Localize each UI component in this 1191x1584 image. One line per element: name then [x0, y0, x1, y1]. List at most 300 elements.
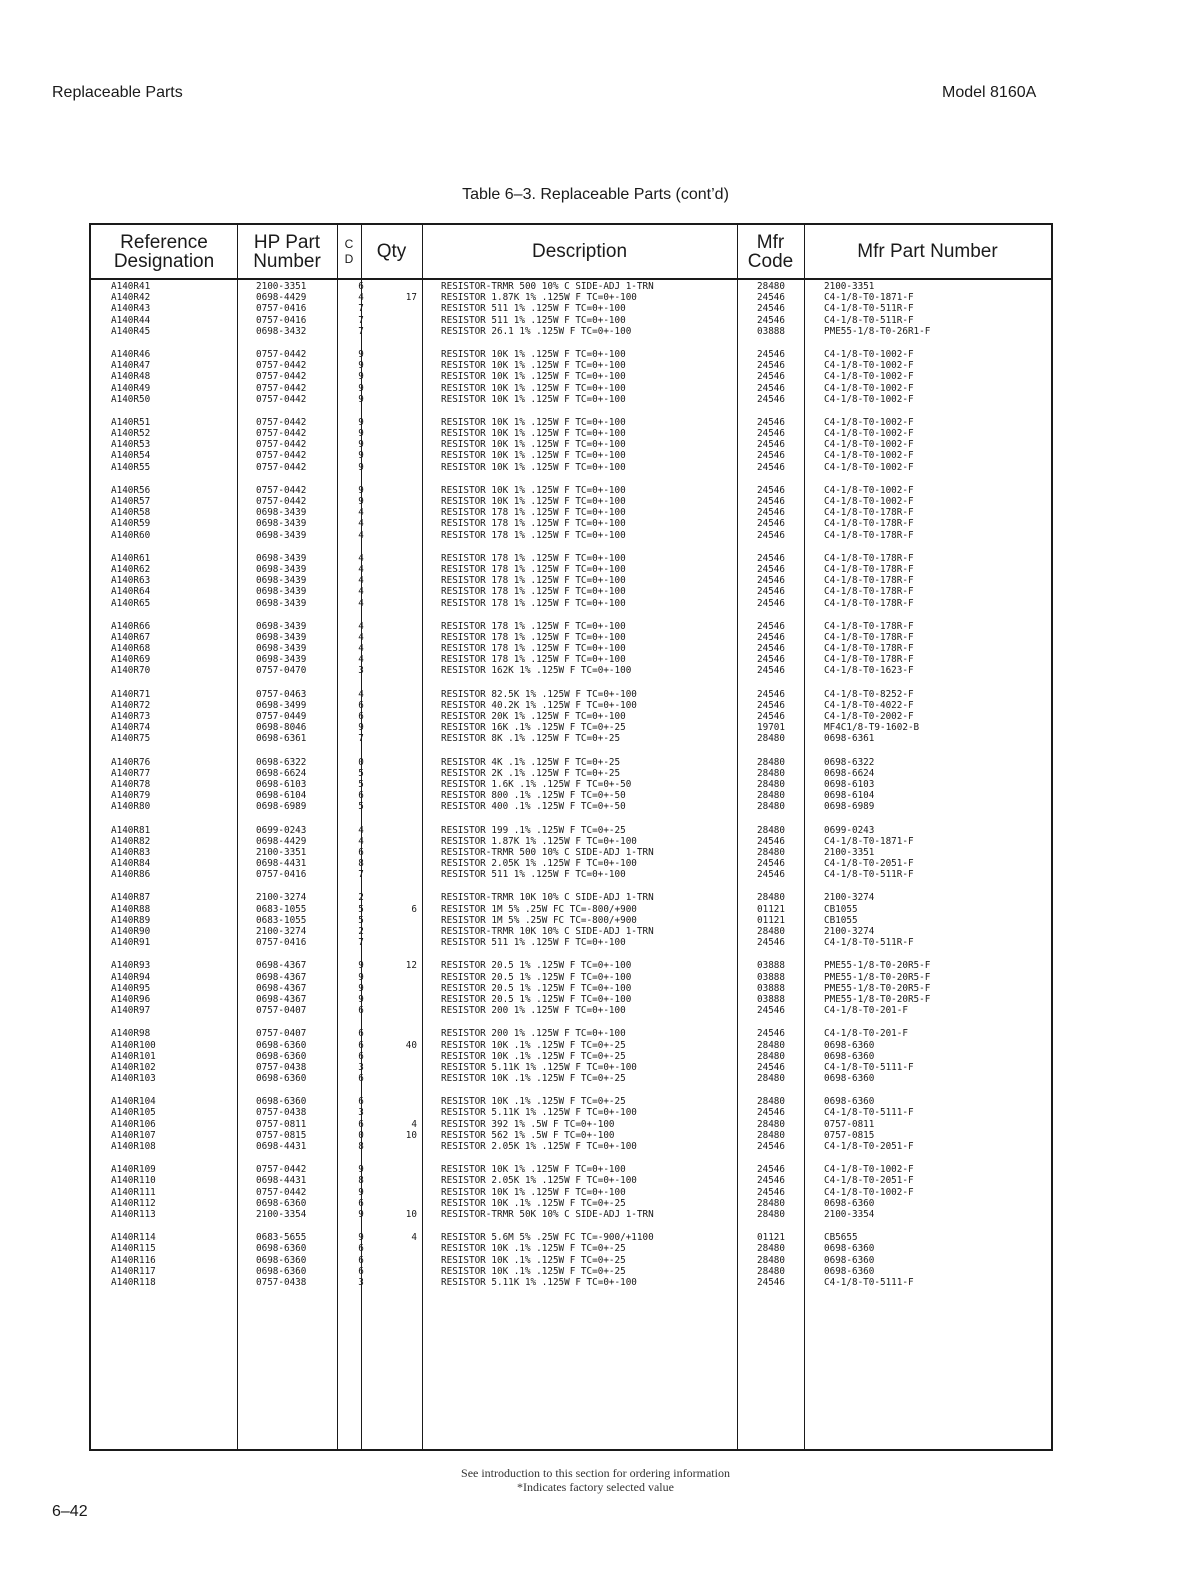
cell-mfr-code: 24546: [757, 428, 785, 440]
cell-reference: A140R63: [111, 575, 151, 587]
cell-description: RESISTOR-TRMR 50K 10% C SIDE-ADJ 1-TRN: [441, 1208, 654, 1220]
cell-description: RESISTOR 10K 1% .125W F TC=0+-100: [441, 450, 626, 462]
cell-cd: 8: [358, 1175, 364, 1187]
cell-reference: A140R115: [111, 1243, 156, 1255]
cell-cd: 4: [358, 688, 364, 700]
cell-reference: A140R107: [111, 1129, 156, 1141]
table-row: [91, 428, 1051, 439]
cell-cd: 0: [358, 1129, 364, 1141]
cell-description: RESISTOR 1.87K 1% .125W F TC=0+-100: [441, 292, 637, 304]
cell-description: RESISTOR 178 1% .125W F TC=0+-100: [441, 507, 626, 519]
cell-mfr-code: 28480: [757, 1254, 785, 1266]
cell-description: RESISTOR 16K .1% .125W F TC=0+-25: [441, 722, 626, 734]
cell-mfr-part-number: C4-1/8-T0-1002-F: [824, 496, 914, 507]
cell-mfr-code: 24546: [757, 439, 785, 451]
cell-hp-part-number: 0698-6360: [256, 1265, 307, 1277]
cell-mfr-part-number: C4-1/8-T0-2002-F: [824, 711, 914, 722]
table-row: [91, 1051, 1051, 1062]
cell-reference: A140R49: [111, 382, 151, 394]
cell-mfr-code: 03888: [757, 971, 785, 983]
cell-mfr-code: 24546: [757, 1005, 785, 1017]
cell-cd: 4: [358, 552, 364, 564]
cell-mfr-code: 24546: [757, 620, 785, 632]
cell-hp-part-number: 0698-6360: [256, 1243, 307, 1255]
table-row: [91, 757, 1051, 768]
cell-description: RESISTOR 178 1% .125W F TC=0+-100: [441, 643, 626, 655]
table-row: [91, 1164, 1051, 1175]
cell-cd: 3: [358, 1107, 364, 1119]
cell-mfr-code: 03888: [757, 325, 785, 337]
cell-cd: 4: [358, 507, 364, 519]
cell-description: RESISTOR 178 1% .125W F TC=0+-100: [441, 654, 626, 666]
cell-mfr-part-number: C4-1/8-T0-1002-F: [824, 371, 914, 383]
table-row: [91, 1062, 1051, 1073]
cell-mfr-part-number: 0698-6361: [824, 733, 875, 745]
cell-description: RESISTOR 82.5K 1% .125W F TC=0+-100: [441, 688, 637, 700]
cell-cd: 4: [358, 654, 364, 666]
cell-cd: 5: [358, 767, 364, 779]
page-number: 6–42: [52, 1503, 88, 1520]
cell-hp-part-number: 0698-3439: [256, 620, 307, 632]
cell-hp-part-number: 2100-3351: [256, 846, 307, 858]
cell-mfr-part-number: C4-1/8-T0-178R-F: [824, 552, 914, 564]
cell-mfr-part-number: C4-1/8-T0-178R-F: [824, 654, 914, 666]
cell-cd: 7: [358, 325, 364, 337]
cell-mfr-part-number: C4-1/8-T0-1002-F: [824, 1186, 914, 1198]
cell-reference: A140R72: [111, 699, 151, 711]
cell-mfr-code: 24546: [757, 393, 785, 405]
cell-mfr-code: 24546: [757, 382, 785, 394]
cell-description: RESISTOR 10K 1% .125W F TC=0+-100: [441, 496, 626, 507]
cell-cd: 2: [358, 926, 364, 937]
cell-cd: 5: [358, 903, 364, 915]
cell-reference: A140R81: [111, 824, 151, 836]
cell-mfr-code: 28480: [757, 1129, 785, 1141]
table-row: [91, 643, 1051, 654]
cell-mfr-part-number: 0698-6360: [824, 1265, 875, 1277]
cell-mfr-code: 28480: [757, 801, 785, 813]
cell-reference: A140R113: [111, 1208, 156, 1220]
cell-description: RESISTOR 5.11K 1% .125W F TC=0+-100: [441, 1276, 637, 1288]
cell-reference: A140R45: [111, 325, 151, 337]
cell-mfr-part-number: C4-1/8-T0-1871-F: [824, 835, 914, 847]
cell-mfr-code: 24546: [757, 314, 785, 326]
cell-reference: A140R94: [111, 971, 151, 983]
cell-hp-part-number: 0698-3439: [256, 575, 307, 587]
cell-mfr-code: 24546: [757, 937, 785, 949]
cell-description: RESISTOR 20.5 1% .125W F TC=0+-100: [441, 971, 632, 983]
row-group: [91, 892, 1051, 948]
cell-reference: A140R108: [111, 1141, 156, 1152]
cell-hp-part-number: 0757-0442: [256, 450, 307, 462]
table-row: [91, 281, 1051, 292]
cell-mfr-code: 28480: [757, 1197, 785, 1209]
cell-description: RESISTOR 20.5 1% .125W F TC=0+-100: [441, 960, 632, 972]
cell-cd: 9: [358, 1164, 364, 1176]
cell-mfr-code: 28480: [757, 1243, 785, 1255]
cell-mfr-code: 24546: [757, 484, 785, 496]
cell-reference: A140R76: [111, 756, 151, 768]
cell-mfr-code: 24546: [757, 575, 785, 587]
cell-mfr-code: 19701: [757, 722, 785, 734]
cell-cd: 4: [358, 824, 364, 836]
cell-cd: 9: [358, 993, 364, 1005]
cell-mfr-part-number: 0698-6989: [824, 801, 875, 813]
cell-hp-part-number: 0757-0815: [256, 1129, 307, 1141]
cell-cd: 6: [358, 711, 364, 722]
cell-mfr-code: 28480: [757, 892, 785, 904]
cell-hp-part-number: 0757-0811: [256, 1118, 307, 1130]
cell-mfr-code: 28480: [757, 756, 785, 768]
cell-mfr-code: 28480: [757, 790, 785, 802]
cell-mfr-code: 24546: [757, 360, 785, 372]
table-row: [91, 926, 1051, 937]
cell-reference: A140R102: [111, 1061, 156, 1073]
cell-reference: A140R56: [111, 484, 151, 496]
cell-mfr-code: 24546: [757, 529, 785, 541]
cell-hp-part-number: 0698-6360: [256, 1073, 307, 1085]
cell-reference: A140R68: [111, 643, 151, 655]
column-header-mfr-part-number: Mfr Part Number: [857, 241, 998, 262]
cell-hp-part-number: 0683-1055: [256, 903, 307, 915]
cell-hp-part-number: 0757-0442: [256, 439, 307, 451]
cell-reference: A140R104: [111, 1096, 156, 1108]
footnote: [0, 1466, 1191, 1494]
cell-reference: A140R73: [111, 711, 151, 722]
cell-reference: A140R47: [111, 360, 151, 372]
cell-mfr-part-number: C4-1/8-T0-511R-F: [824, 314, 914, 326]
table-row: [91, 1073, 1051, 1084]
cell-mfr-part-number: C4-1/8-T0-5111-F: [824, 1276, 914, 1288]
cell-reference: A140R118: [111, 1276, 156, 1288]
cell-mfr-code: 03888: [757, 993, 785, 1005]
cell-mfr-part-number: 0757-0815: [824, 1129, 875, 1141]
cell-reference: A140R101: [111, 1050, 156, 1062]
table-row: [91, 383, 1051, 394]
cell-reference: A140R97: [111, 1005, 151, 1017]
table-row: [91, 621, 1051, 632]
cell-hp-part-number: 0698-3439: [256, 507, 307, 519]
table-row: [91, 915, 1051, 926]
cell-mfr-code: 28480: [757, 926, 785, 937]
cell-hp-part-number: 0698-4429: [256, 835, 307, 847]
cell-hp-part-number: 0698-6104: [256, 790, 307, 802]
cell-cd: 3: [358, 665, 364, 677]
row-group: [91, 281, 1051, 337]
cell-hp-part-number: 0698-3499: [256, 699, 307, 711]
cell-reference: A140R46: [111, 348, 151, 360]
table-row: [91, 892, 1051, 903]
cell-mfr-part-number: C4-1/8-T0-178R-F: [824, 518, 914, 530]
cell-mfr-part-number: C4-1/8-T0-1002-F: [824, 439, 914, 451]
cell-mfr-part-number: C4-1/8-T0-2051-F: [824, 1175, 914, 1187]
cell-mfr-code: 24546: [757, 292, 785, 304]
cell-mfr-code: 24546: [757, 1061, 785, 1073]
cell-reference: A140R88: [111, 903, 151, 915]
cell-reference: A140R117: [111, 1265, 156, 1277]
cell-cd: 9: [358, 382, 364, 394]
column-header-hp-part: HP Part Number: [253, 231, 321, 272]
cell-reference: A140R90: [111, 926, 151, 937]
cell-hp-part-number: 0757-0442: [256, 393, 307, 405]
cell-description: RESISTOR 26.1 1% .125W F TC=0+-100: [441, 325, 632, 337]
table-row: [91, 1175, 1051, 1186]
cell-mfr-code: 24546: [757, 643, 785, 655]
cell-mfr-code: 28480: [757, 1265, 785, 1277]
cell-cd: 9: [358, 496, 364, 507]
cell-mfr-part-number: 2100-3274: [824, 892, 875, 904]
cell-qty: 10: [405, 1129, 417, 1141]
cell-reference: A140R106: [111, 1118, 156, 1130]
cell-reference: A140R86: [111, 869, 151, 881]
cell-mfr-part-number: PME55-1/8-T0-26R1-F: [824, 325, 931, 337]
cell-description: RESISTOR 1M 5% .25W FC TC=-800/+900: [441, 903, 637, 915]
cell-cd: 4: [358, 835, 364, 847]
cell-mfr-code: 28480: [757, 846, 785, 858]
table-row: [91, 1187, 1051, 1198]
footnote-ordering: See introduction to this section for ordering information: [461, 1466, 730, 1480]
cell-cd: 6: [358, 281, 364, 292]
cell-description: RESISTOR 2.05K 1% .125W F TC=0+-100: [441, 1141, 637, 1152]
cell-description: RESISTOR 40.2K 1% .125W F TC=0+-100: [441, 699, 637, 711]
row-group: [91, 621, 1051, 677]
table-row: [91, 689, 1051, 700]
cell-cd: 4: [358, 563, 364, 575]
cell-mfr-part-number: C4-1/8-T0-511R-F: [824, 937, 914, 949]
cell-mfr-part-number: 0698-6360: [824, 1096, 875, 1108]
cell-mfr-code: 24546: [757, 461, 785, 473]
cell-description: RESISTOR 178 1% .125W F TC=0+-100: [441, 529, 626, 541]
cell-cd: 5: [358, 914, 364, 926]
cell-description: RESISTOR 10K 1% .125W F TC=0+-100: [441, 1164, 626, 1176]
table-row: [91, 326, 1051, 337]
table-row: [91, 496, 1051, 507]
cell-reference: A140R57: [111, 496, 151, 507]
cell-hp-part-number: 0757-0442: [256, 461, 307, 473]
cell-qty: 17: [405, 292, 417, 304]
cell-cd: 6: [358, 1039, 364, 1051]
cell-mfr-part-number: C4-1/8-T0-1002-F: [824, 382, 914, 394]
table-row: [91, 904, 1051, 915]
cell-hp-part-number: 0698-4367: [256, 960, 307, 972]
cell-hp-part-number: 0757-0442: [256, 1164, 307, 1176]
cell-hp-part-number: 0698-3439: [256, 529, 307, 541]
cell-cd: 9: [358, 960, 364, 972]
cell-mfr-part-number: C4-1/8-T0-178R-F: [824, 620, 914, 632]
cell-mfr-code: 24546: [757, 711, 785, 722]
cell-cd: 9: [358, 1186, 364, 1198]
cell-hp-part-number: 2100-3351: [256, 281, 307, 292]
cell-mfr-code: 01121: [757, 1232, 785, 1244]
table-row: [91, 450, 1051, 461]
cell-mfr-part-number: C4-1/8-T0-1002-F: [824, 348, 914, 360]
cell-mfr-part-number: C4-1/8-T0-178R-F: [824, 507, 914, 519]
cell-mfr-code: 24546: [757, 563, 785, 575]
table-row: [91, 507, 1051, 518]
cell-mfr-code: 28480: [757, 1073, 785, 1085]
cell-mfr-part-number: C4-1/8-T0-5111-F: [824, 1061, 914, 1073]
cell-hp-part-number: 0683-1055: [256, 914, 307, 926]
cell-hp-part-number: 0757-0442: [256, 371, 307, 383]
cell-hp-part-number: 0698-6360: [256, 1254, 307, 1266]
table-row: [91, 1119, 1051, 1130]
cell-mfr-code: 24546: [757, 597, 785, 609]
table-row: [91, 1243, 1051, 1254]
table-body: [91, 281, 1051, 1300]
cell-mfr-code: 24546: [757, 688, 785, 700]
cell-cd: 9: [358, 416, 364, 428]
row-group: [91, 1164, 1051, 1220]
cell-cd: 4: [358, 292, 364, 304]
cell-description: RESISTOR 20.5 1% .125W F TC=0+-100: [441, 982, 632, 994]
table-row: [91, 530, 1051, 541]
cell-hp-part-number: 0757-0416: [256, 937, 307, 949]
cell-mfr-part-number: 0698-6322: [824, 756, 875, 768]
table-row: [91, 790, 1051, 801]
column-header-cd: C D: [344, 236, 354, 266]
table-row: [91, 1198, 1051, 1209]
cell-cd: 6: [358, 1118, 364, 1130]
cell-reference: A140R54: [111, 450, 151, 462]
table-row: [91, 485, 1051, 496]
header-section-title: Replaceable Parts: [52, 84, 183, 101]
cell-mfr-code: 28480: [757, 767, 785, 779]
cell-mfr-part-number: 2100-3354: [824, 1208, 875, 1220]
cell-description: RESISTOR-TRMR 500 10% C SIDE-ADJ 1-TRN: [441, 846, 654, 858]
table-row: [91, 825, 1051, 836]
cell-reference: A140R52: [111, 428, 151, 440]
cell-reference: A140R112: [111, 1197, 156, 1209]
cell-hp-part-number: 0698-6361: [256, 733, 307, 745]
cell-mfr-code: 24546: [757, 631, 785, 643]
cell-description: RESISTOR 200 1% .125W F TC=0+-100: [441, 1028, 626, 1040]
row-group: [91, 553, 1051, 609]
cell-mfr-part-number: 0699-0243: [824, 824, 875, 836]
cell-hp-part-number: 0757-0442: [256, 484, 307, 496]
table-row: [91, 1028, 1051, 1039]
cell-hp-part-number: 0683-5655: [256, 1232, 307, 1244]
cell-description: RESISTOR 4K .1% .125W F TC=0+-25: [441, 756, 621, 768]
cell-description: RESISTOR 10K 1% .125W F TC=0+-100: [441, 484, 626, 496]
table-row: [91, 722, 1051, 733]
cell-description: RESISTOR 10K 1% .125W F TC=0+-100: [441, 393, 626, 405]
cell-hp-part-number: 0698-6989: [256, 801, 307, 813]
cell-description: RESISTOR 178 1% .125W F TC=0+-100: [441, 620, 626, 632]
cell-description: RESISTOR 5.6M 5% .25W FC TC=-900/+1100: [441, 1232, 654, 1244]
cell-mfr-part-number: C4-1/8-T0-178R-F: [824, 643, 914, 655]
cell-description: RESISTOR 1.87K 1% .125W F TC=0+-100: [441, 835, 637, 847]
cell-qty: 10: [405, 1208, 417, 1220]
cell-cd: 9: [358, 450, 364, 462]
cell-reference: A140R82: [111, 835, 151, 847]
cell-reference: A140R79: [111, 790, 151, 802]
cell-hp-part-number: 0757-0449: [256, 711, 307, 722]
cell-description: RESISTOR-TRMR 500 10% C SIDE-ADJ 1-TRN: [441, 281, 654, 292]
cell-mfr-code: 24546: [757, 699, 785, 711]
cell-cd: 4: [358, 586, 364, 598]
cell-reference: A140R42: [111, 292, 151, 304]
cell-reference: A140R105: [111, 1107, 156, 1119]
cell-reference: A140R114: [111, 1232, 156, 1244]
table-row: [91, 303, 1051, 314]
cell-cd: 4: [358, 529, 364, 541]
table-row: [91, 1005, 1051, 1016]
cell-hp-part-number: 0698-6103: [256, 778, 307, 790]
table-row: [91, 1141, 1051, 1152]
cell-reference: A140R41: [111, 281, 151, 292]
table-row: [91, 937, 1051, 948]
row-group: [91, 417, 1051, 473]
cell-cd: 6: [358, 1073, 364, 1085]
cell-mfr-part-number: C4-1/8-T0-511R-F: [824, 303, 914, 315]
cell-mfr-part-number: CB1055: [824, 914, 858, 926]
cell-cd: 7: [358, 869, 364, 881]
cell-description: RESISTOR-TRMR 10K 10% C SIDE-ADJ 1-TRN: [441, 926, 654, 937]
cell-hp-part-number: 0757-0442: [256, 360, 307, 372]
cell-reference: A140R70: [111, 665, 151, 677]
row-group: [91, 349, 1051, 405]
cell-reference: A140R66: [111, 620, 151, 632]
cell-cd: 6: [358, 1005, 364, 1017]
cell-mfr-part-number: PME55-1/8-T0-20R5-F: [824, 960, 931, 972]
cell-hp-part-number: 0698-6322: [256, 756, 307, 768]
column-header-description: Description: [531, 241, 628, 262]
table-row: [91, 394, 1051, 405]
cell-description: RESISTOR 10K 1% .125W F TC=0+-100: [441, 428, 626, 440]
cell-cd: 4: [358, 631, 364, 643]
cell-reference: A140R75: [111, 733, 151, 745]
cell-cd: 9: [358, 461, 364, 473]
cell-hp-part-number: 0757-0442: [256, 416, 307, 428]
cell-mfr-code: 28480: [757, 281, 785, 292]
table-row: [91, 1266, 1051, 1277]
cell-reference: A140R69: [111, 654, 151, 666]
cell-description: RESISTOR 2K .1% .125W F TC=0+-25: [441, 767, 621, 779]
cell-mfr-part-number: 0698-6104: [824, 790, 875, 802]
cell-mfr-part-number: CB1055: [824, 903, 858, 915]
table-row: [91, 553, 1051, 564]
cell-hp-part-number: 0698-4367: [256, 982, 307, 994]
cell-reference: A140R62: [111, 563, 151, 575]
cell-description: RESISTOR 400 .1% .125W F TC=0+-50: [441, 801, 626, 813]
cell-cd: 6: [358, 699, 364, 711]
table-row: [91, 836, 1051, 847]
cell-mfr-part-number: C4-1/8-T0-511R-F: [824, 869, 914, 881]
cell-mfr-code: 28480: [757, 1208, 785, 1220]
table-row: [91, 869, 1051, 880]
cell-reference: A140R103: [111, 1073, 156, 1085]
table-row: [91, 700, 1051, 711]
cell-hp-part-number: 0757-0416: [256, 303, 307, 315]
cell-mfr-code: 03888: [757, 960, 785, 972]
cell-description: RESISTOR 178 1% .125W F TC=0+-100: [441, 563, 626, 575]
cell-reference: A140R58: [111, 507, 151, 519]
cell-cd: 2: [358, 892, 364, 904]
cell-mfr-part-number: C4-1/8-T0-201-F: [824, 1005, 908, 1017]
cell-mfr-part-number: C4-1/8-T0-201-F: [824, 1028, 908, 1040]
cell-cd: 9: [358, 393, 364, 405]
cell-hp-part-number: 0698-4367: [256, 993, 307, 1005]
cell-reference: A140R100: [111, 1039, 156, 1051]
cell-description: RESISTOR 1.6K .1% .125W F TC=0+-50: [441, 778, 632, 790]
cell-cd: 0: [358, 756, 364, 768]
cell-reference: A140R116: [111, 1254, 156, 1266]
cell-cd: 6: [358, 1096, 364, 1108]
cell-cd: 6: [358, 790, 364, 802]
cell-reference: A140R78: [111, 778, 151, 790]
cell-mfr-part-number: C4-1/8-T0-1002-F: [824, 393, 914, 405]
cell-reference: A140R61: [111, 552, 151, 564]
